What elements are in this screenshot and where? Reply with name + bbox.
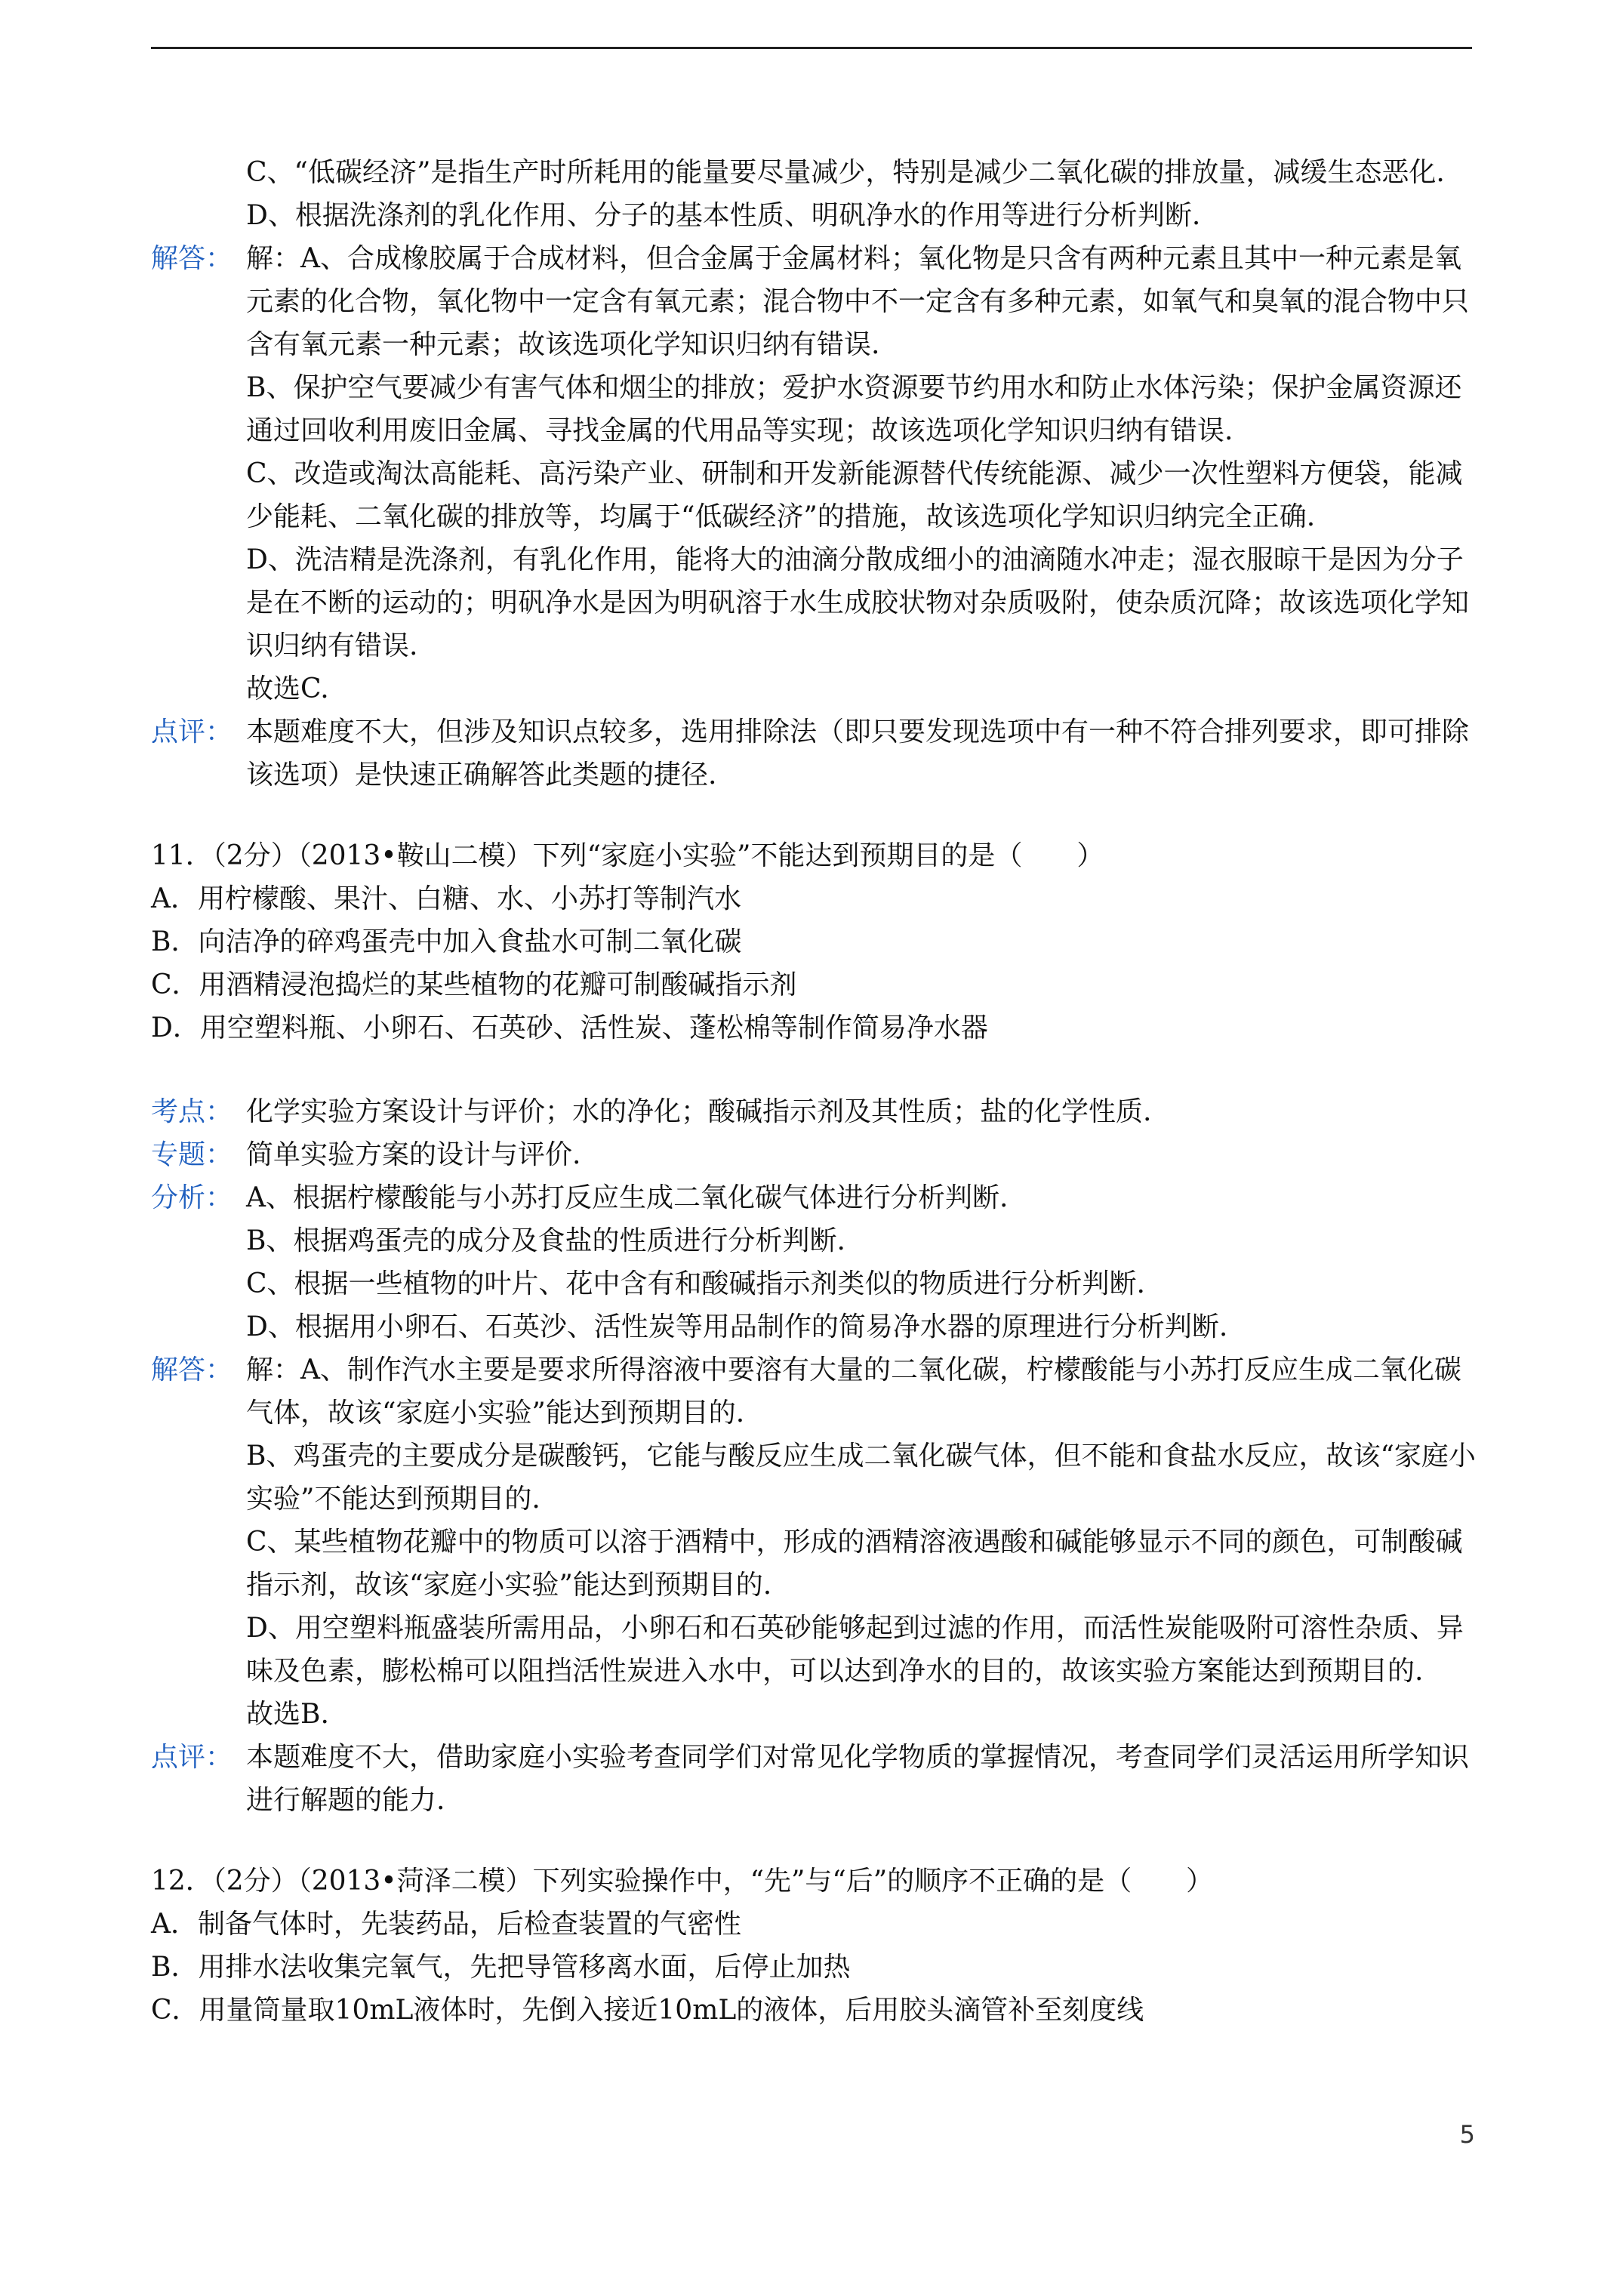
- q11-answer-choice: 故选B.: [246, 1699, 329, 1730]
- q11-kaodian-text: 化学实验方案设计与评价；水的净化；酸碱指示剂及其性质；盐的化学性质.: [246, 1096, 1152, 1127]
- q11-answer: [151, 1348, 1480, 1736]
- comment-label: 点评：: [151, 1742, 233, 1773]
- q11-option-d: D．用空塑料瓶、小卵石、石英砂、活性炭、蓬松棉等制作简易净水器: [151, 1012, 988, 1043]
- q11-answer-b: B、鸡蛋壳的主要成分是碳酸钙，它能与酸反应生成二氧化碳气体，但不能和食盐水反应，故该“家庭小实验”不能达到预期目的.: [246, 1441, 1476, 1515]
- document-page: [151, 151, 1480, 2032]
- q10-comment-text: 本题难度不大，但涉及知识点较多，选用排除法（即只要发现选项中有一种不符合排列要求，即可排除该选项）是快速正确解答此类题的捷径.: [246, 717, 1470, 791]
- question-12: [151, 1860, 1480, 2032]
- q10-answer-choice: 故选C.: [246, 673, 329, 704]
- zhuanti-label: 专题：: [151, 1139, 233, 1170]
- answer-label: 解答：: [151, 243, 233, 274]
- q11-zhuanti: [151, 1133, 1480, 1176]
- q11-option-a: A．用柠檬酸、果汁、白糖、水、小苏打等制汽水: [151, 883, 741, 914]
- q11-answer-a: 解：A、制作汽水主要是要求所得溶液中要溶有大量的二氧化碳，柠檬酸能与小苏打反应生成二氧化碳气体，故该“家庭小实验”能达到预期目的.: [246, 1354, 1461, 1428]
- answer-label: 解答：: [151, 1354, 233, 1385]
- q10-answer-b: B、保护空气要减少有害气体和烟尘的排放；爱护水资源要节约用水和防止水体污染；保护金属资源还通过回收利用废旧金属、寻找金属的代用品等实现；故该选项化学知识归纳有错误.: [246, 372, 1462, 446]
- q11-stem: 11．（2分）（2013•鞍山二模）下列“家庭小实验”不能达到预期目的是（ ）: [151, 840, 1104, 871]
- q11-answer-c: C、某些植物花瓣中的物质可以溶于酒精中，形成的酒精溶液遇酸和碱能够显示不同的颜色，可制酸碱指示剂，故该“家庭小实验”能达到预期目的.: [246, 1527, 1463, 1601]
- q12-stem: 12．（2分）（2013•菏泽二模）下列实验操作中，“先”与“后”的顺序不正确的是（ ）: [151, 1866, 1214, 1897]
- kaodian-label: 考点：: [151, 1096, 233, 1127]
- q10-answer-d: D、洗洁精是洗涤剂，有乳化作用，能将大的油滴分散成细小的油滴随水冲走；湿衣服晾干是因为分子是在不断的运动的；明矾净水是因为明矾溶于水生成胶状物对杂质吸附，使杂质沉降；故该选项化学知识归纳有错误.: [246, 544, 1470, 661]
- q11-zhuanti-text: 简单实验方案的设计与评价.: [246, 1139, 581, 1170]
- q11-option-c: C．用酒精浸泡捣烂的某些植物的花瓣可制酸碱指示剂: [151, 969, 797, 1000]
- comment-label: 点评：: [151, 717, 233, 747]
- q10-answer-c: C、改造或淘汰高能耗、高污染产业、研制和开发新能源替代传统能源、减少一次性塑料方便袋，能减少能耗、二氧化碳的排放等，均属于“低碳经济”的措施，故该选项化学知识归纳完全正确.: [246, 458, 1463, 532]
- q10-answer-a: 解：A、合成橡胶属于合成材料，但合金属于金属材料；氧化物是只含有两种元素且其中一种元素是氧元素的化合物，氧化物中一定含有氧元素；混合物中不一定含有多种元素，如氧气和臭氧的混合物中只含有氧元素一种元素；故该选项化学知识归纳有错误.: [246, 243, 1470, 360]
- q11-comment: [151, 1736, 1480, 1822]
- fenxi-label: 分析：: [151, 1182, 233, 1213]
- q12-option-b: B．用排水法收集完氧气，先把导管移离水面，后停止加热: [151, 1952, 851, 1983]
- q10-comment: [151, 710, 1480, 797]
- q11-fenxi: [151, 1176, 1480, 1348]
- q11-option-b: B．向洁净的碎鸡蛋壳中加入食盐水可制二氧化碳: [151, 926, 742, 957]
- header-rule: [151, 47, 1472, 49]
- q11-kaodian: [151, 1090, 1480, 1133]
- q11-fenxi-c: C、根据一些植物的叶片、花中含有和酸碱指示剂类似的物质进行分析判断.: [246, 1268, 1145, 1299]
- page-number: 5: [1459, 2120, 1475, 2149]
- q11-fenxi-b: B、根据鸡蛋壳的成分及食盐的性质进行分析判断.: [246, 1225, 845, 1256]
- q10-answer: [151, 237, 1480, 710]
- q11-fenxi-a: A、根据柠檬酸能与小苏打反应生成二氧化碳气体进行分析判断.: [246, 1182, 1009, 1213]
- q11-fenxi-d: D、根据用小卵石、石英沙、活性炭等用品制作的简易净水器的原理进行分析判断.: [246, 1311, 1228, 1342]
- analysis-d: D、根据洗涤剂的乳化作用、分子的基本性质、明矾净水的作用等进行分析判断.: [246, 200, 1201, 231]
- q11-answer-d: D、用空塑料瓶盛装所需用品，小卵石和石英砂能够起到过滤的作用，而活性炭能吸附可溶性杂质、异味及色素，膨松棉可以阻挡活性炭进入水中，可以达到净水的目的，故该实验方案能达到预期目的.: [246, 1613, 1464, 1687]
- question-11: [151, 834, 1480, 1049]
- q11-comment-text: 本题难度不大，借助家庭小实验考查同学们对常见化学物质的掌握情况，考查同学们灵活运用所学知识进行解题的能力.: [246, 1742, 1470, 1816]
- q12-option-c: C．用量筒量取10mL液体时，先倒入接近10mL的液体，后用胶头滴管补至刻度线: [151, 1995, 1144, 2026]
- q10-analysis-continuation: [151, 151, 1480, 237]
- analysis-c: C、“低碳经济”是指生产时所耗用的能量要尽量减少，特别是减少二氧化碳的排放量，减缓生态恶化.: [246, 157, 1445, 188]
- q12-option-a: A．制备气体时，先装药品，后检查装置的气密性: [151, 1909, 741, 1940]
